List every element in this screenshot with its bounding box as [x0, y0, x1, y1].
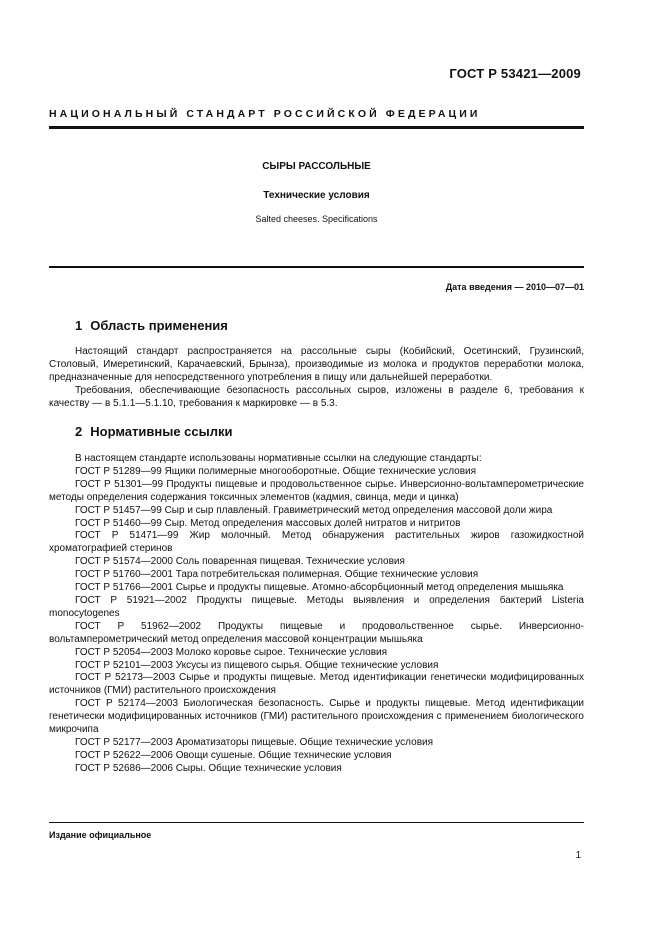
- section-1-paragraph: Настоящий стандарт распространяется на рассольные сыры (Кобийский, Осетинский, Грузинский, Столовый, Имеретинский, Карачаевский, Брынза), производимые из молока и продуктов переработки молока, предназначенные для непосредственного употребления в пищу или дальнейшей переработки.: [49, 346, 584, 383]
- national-standard-banner: НАЦИОНАЛЬНЫЙ СТАНДАРТ РОССИЙСКОЙ ФЕДЕРАЦИИ: [49, 108, 481, 120]
- section-1-heading: [75, 318, 228, 333]
- title-divider: [49, 266, 584, 268]
- reference-item: ГОСТ Р 52054—2003 Молоко коровье сырое. Технические условия: [75, 646, 388, 658]
- reference-item: ГОСТ Р 52622—2006 Овощи сушеные. Общие технические условия: [75, 749, 392, 761]
- reference-item: ГОСТ Р 51962—2002 Продукты пищевые и продовольственное сырье. Инверсионно-вольтамперометрический метод определения массовой концентрации мышьяка: [49, 620, 584, 645]
- reference-item: ГОСТ Р 51921—2002 Продукты пищевые. Методы выявления и определения бактерий Listeria monocytogenes: [49, 594, 584, 619]
- normative-references-list: [49, 453, 584, 776]
- section-1-paragraph: Требования, обеспечивающие безопасность рассольных сыров, изложены в разделе 6, требования к качеству — в 5.1.1—5.1.10, требования к маркировке — в 5.3.: [49, 384, 584, 409]
- document-title: СЫРЫ РАССОЛЬНЫЕ: [262, 161, 371, 172]
- reference-item: ГОСТ Р 51457—99 Сыр и сыр плавленый. Гравиметрический метод определения массовой доли жира: [75, 504, 553, 516]
- reference-item: ГОСТ Р 52101—2003 Уксусы из пищевого сырья. Общие технические условия: [75, 659, 439, 671]
- reference-item: ГОСТ Р 51460—99 Сыр. Метод определения массовых долей нитратов и нитритов: [75, 517, 461, 529]
- reference-item: ГОСТ Р 52174—2003 Биологическая безопасность. Сырье и продукты пищевые. Метод идентификации генетически модифицированных источников (ГМИ) растительного происхождения с применением биологического микрочипа: [49, 698, 584, 736]
- reference-item: ГОСТ Р 51289—99 Ящики полимерные многооборотные. Общие технические условия: [75, 465, 477, 477]
- section-1-body: [49, 346, 584, 411]
- reference-item: ГОСТ Р 52177—2003 Ароматизаторы пищевые. Общие технические условия: [75, 736, 434, 748]
- section-2-heading: [75, 424, 232, 439]
- reference-item: ГОСТ Р 51471—99 Жир молочный. Метод обнаружения растительных жиров газожидкостной хроматографией стеринов: [49, 530, 584, 555]
- document-english-title: Salted cheeses. Specifications: [255, 214, 378, 224]
- reference-item: ГОСТ Р 51301—99 Продукты пищевые и продовольственное сырье. Инверсионно-вольтамперометрические методы определения содержания токсичных элементов (кадмия, свинца, меди и цинка): [49, 478, 584, 503]
- section-2-number: 2: [75, 424, 83, 439]
- gost-number: ГОСТ Р 53421—2009: [449, 66, 581, 81]
- section-1-number: 1: [75, 318, 83, 333]
- reference-item: ГОСТ Р 52173—2003 Сырье и продукты пищевые. Метод идентификации генетически модифицированных источников (ГМИ) растительного происхождения: [49, 672, 584, 697]
- top-divider: [49, 126, 584, 129]
- reference-item: ГОСТ Р 52686—2006 Сыры. Общие технические условия: [75, 762, 342, 774]
- section-1-title: Область применения: [90, 318, 228, 333]
- section-2-title: Нормативные ссылки: [90, 424, 233, 439]
- reference-item: ГОСТ Р 51760—2001 Тара потребительская полимерная. Общие технические условия: [75, 569, 479, 581]
- footer-divider: [49, 822, 584, 823]
- document-subtitle: Технические условия: [263, 190, 370, 201]
- reference-item: ГОСТ Р 51574—2000 Соль поваренная пищевая. Технические условия: [75, 556, 405, 568]
- references-intro: В настоящем стандарте использованы нормативные ссылки на следующие стандарты:: [75, 453, 482, 464]
- page-number: 1: [575, 850, 581, 861]
- introduction-date: Дата введения — 2010—07—01: [445, 282, 584, 292]
- official-edition-label: Издание официальное: [49, 830, 152, 840]
- reference-item: ГОСТ Р 51766—2001 Сырье и продукты пищевые. Атомно-абсорбционный метод определения мышьяка: [75, 582, 564, 594]
